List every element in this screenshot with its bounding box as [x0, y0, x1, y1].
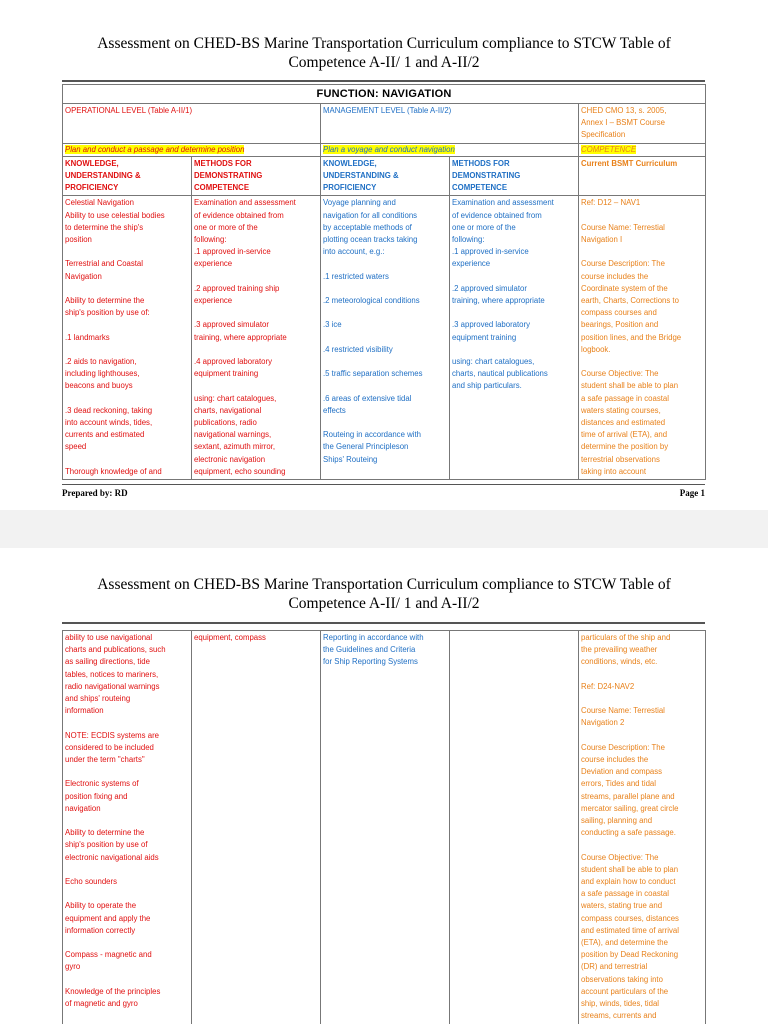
document-title-page-2 — [40, 575, 728, 613]
page2-curriculum-cell — [579, 631, 706, 1024]
page2-kup-management-text: Reporting in accordance with the Guidelines and Criteria for Ship Reporting Systems — [323, 633, 424, 667]
page-number: Page 1 — [679, 488, 705, 498]
page1-kup-operational-text: Celestial Navigation Ability to use celestial bodies to determine the ship's position Terrestrial and Coastal Navigation Ability to determine the ship's position by use of: .1 landmarks .2 aids to navigation, including lighthouses, beacons and buoys .3 dead reckoning, taking into account winds, tides, currents and estimated speed Thorough knowledge of and — [65, 198, 165, 476]
page1-methods-management-text: Examination and assessment of evidence obtained from one or more of the following: .1 approved in-service experience .2 approved simulator training, where appropriate .3 approved laboratory equipment training using: chart catalogues, charts, nautical publications and ship particulars. — [452, 198, 554, 391]
ched-competence-text: COMPETENCE — [581, 144, 637, 154]
methods-operational-header-text: METHODS FOR DEMONSTRATING COMPETENCE — [194, 158, 263, 193]
document-title-line-1: Assessment on CHED-BS Marine Transportation Curriculum compliance to STCW Table of — [97, 35, 671, 52]
page2-curriculum-text: particulars of the ship and the prevailing weather conditions, winds, etc. Ref: D24-NAV2 Course Name: Terrestial Navigation 2 Course Description: The course includes the Deviation and compass errors, Tides and tidal streams, parallel plane and mercator sailing, great circle sailing, planning and conducting a safe passage. Course Objective: The student shall be able to plan and explain how to conduct a safe passage in coastal waters, stating true and compass courses, distances and estimated time of arrival (ETA), and determine the position by Dead Reckoning (DR) and terrestrial observations taking into account particulars of the ship, winds, tides, tidal streams, currents and — [581, 633, 679, 1021]
management-competence-text: Plan a voyage and conduct navigation — [323, 144, 455, 154]
document-title-page-2-line-1: Assessment on CHED-BS Marine Transportation Curriculum compliance to STCW Table of — [97, 576, 671, 593]
prepared-by: Prepared by: RD — [62, 488, 128, 498]
ched-competence — [579, 143, 706, 156]
page2-kup-operational-text: ability to use navigational charts and publications, such as sailing directions, tide tables, notices to mariners, radio navigational warnings and ships' routeing information NOTE: ECDIS systems are considered to be included under the term "charts" Electronic systems of position fixing and navigation Ability to determine the ship's position by use of electronic navigational aids Echo sounders Ability to operate the equipment and apply the information correctly Compass - magnetic and gyro Knowledge of the principles of magnetic and gyro — [65, 633, 166, 1009]
kup-management-header — [321, 156, 450, 196]
methods-management-header-text: METHODS FOR DEMONSTRATING COMPETENCE — [452, 158, 521, 193]
methods-operational-header — [192, 156, 321, 196]
document-title-line-2: Competence A-II/ 1 and A-II/2 — [288, 54, 480, 71]
header-rule-page-2 — [62, 622, 705, 624]
operational-competence — [63, 143, 321, 156]
operational-competence-text: Plan and conduct a passage and determine position — [65, 144, 245, 154]
document-title — [40, 34, 728, 72]
page1-kup-management-text: Voyage planning and navigation for all conditions by acceptable methods of plotting ocean tracks taking into account, e.g.: .1 restricted waters .2 meteorological conditions .3 ice .4 restricted visibility .5 traffic separation schemes .6 areas of extensive tidal effects Routeing in accordance with the General Principleson Ships' Routeing — [323, 198, 423, 464]
header-rule — [62, 80, 705, 82]
page-1 — [0, 0, 768, 510]
page1-methods-operational-cell — [192, 196, 321, 480]
page2-methods-operational-cell — [192, 631, 321, 1024]
page1-curriculum-text: Ref: D12 – NAV1 Course Name: Terrestial Navigation I Course Description: The course includes the Coordinate system of the earth, Charts, Corrections to compass courses and bearings, Position and position lines, and the Bridge logbook. Course Objective: The student shall be able to plan a safe passage in coastal waters stating courses, distances and estimated time of arrival (ETA), and determine the position by terrestrial observations taking into account — [581, 198, 682, 476]
page1-kup-operational-cell — [63, 196, 192, 480]
page1-methods-management-cell — [450, 196, 579, 480]
ched-cmo-header-text: CHED CMO 13, s. 2005, Annex I – BSMT Course Specification — [581, 106, 667, 140]
footer-rule — [62, 484, 705, 485]
operational-level-header: OPERATIONAL LEVEL (Table A-II/1) — [63, 104, 321, 144]
page2-methods-operational-text: equipment, compass — [194, 633, 266, 642]
current-curriculum-header-text: Current BSMT Curriculum — [581, 158, 678, 168]
ched-cmo-header — [579, 104, 706, 144]
competence-table — [62, 84, 706, 480]
current-curriculum-header — [579, 156, 706, 196]
page1-methods-operational-text: Examination and assessment of evidence obtained from one or more of the following: .1 approved in-service experience .2 approved training ship experience .3 approved simulator training, where appropriate .4 approved laboratory equipment training using: chart catalogues, charts, navigational publications, radio navigational warnings, sextant, azimuth mirror, electronic navigation equipment, echo sounding — [194, 198, 296, 476]
page2-kup-management-cell — [321, 631, 450, 1024]
methods-management-header — [450, 156, 579, 196]
function-header: FUNCTION: NAVIGATION — [63, 85, 706, 104]
page-footer — [62, 488, 705, 498]
competence-table-continued — [62, 630, 706, 1024]
page1-kup-management-cell — [321, 196, 450, 480]
kup-operational-header-text: KNOWLEDGE, UNDERSTANDING & PROFICIENCY — [65, 158, 141, 193]
document-title-page-2-line-2: Competence A-II/ 1 and A-II/2 — [288, 595, 480, 612]
kup-management-header-text: KNOWLEDGE, UNDERSTANDING & PROFICIENCY — [323, 158, 399, 193]
management-competence — [321, 143, 579, 156]
page2-methods-management-cell — [450, 631, 579, 1024]
kup-operational-header — [63, 156, 192, 196]
page1-curriculum-cell — [579, 196, 706, 480]
page-2 — [0, 548, 768, 1024]
management-level-header: MANAGEMENT LEVEL (Table A-II/2) — [321, 104, 579, 144]
page2-kup-operational-cell — [63, 631, 192, 1024]
